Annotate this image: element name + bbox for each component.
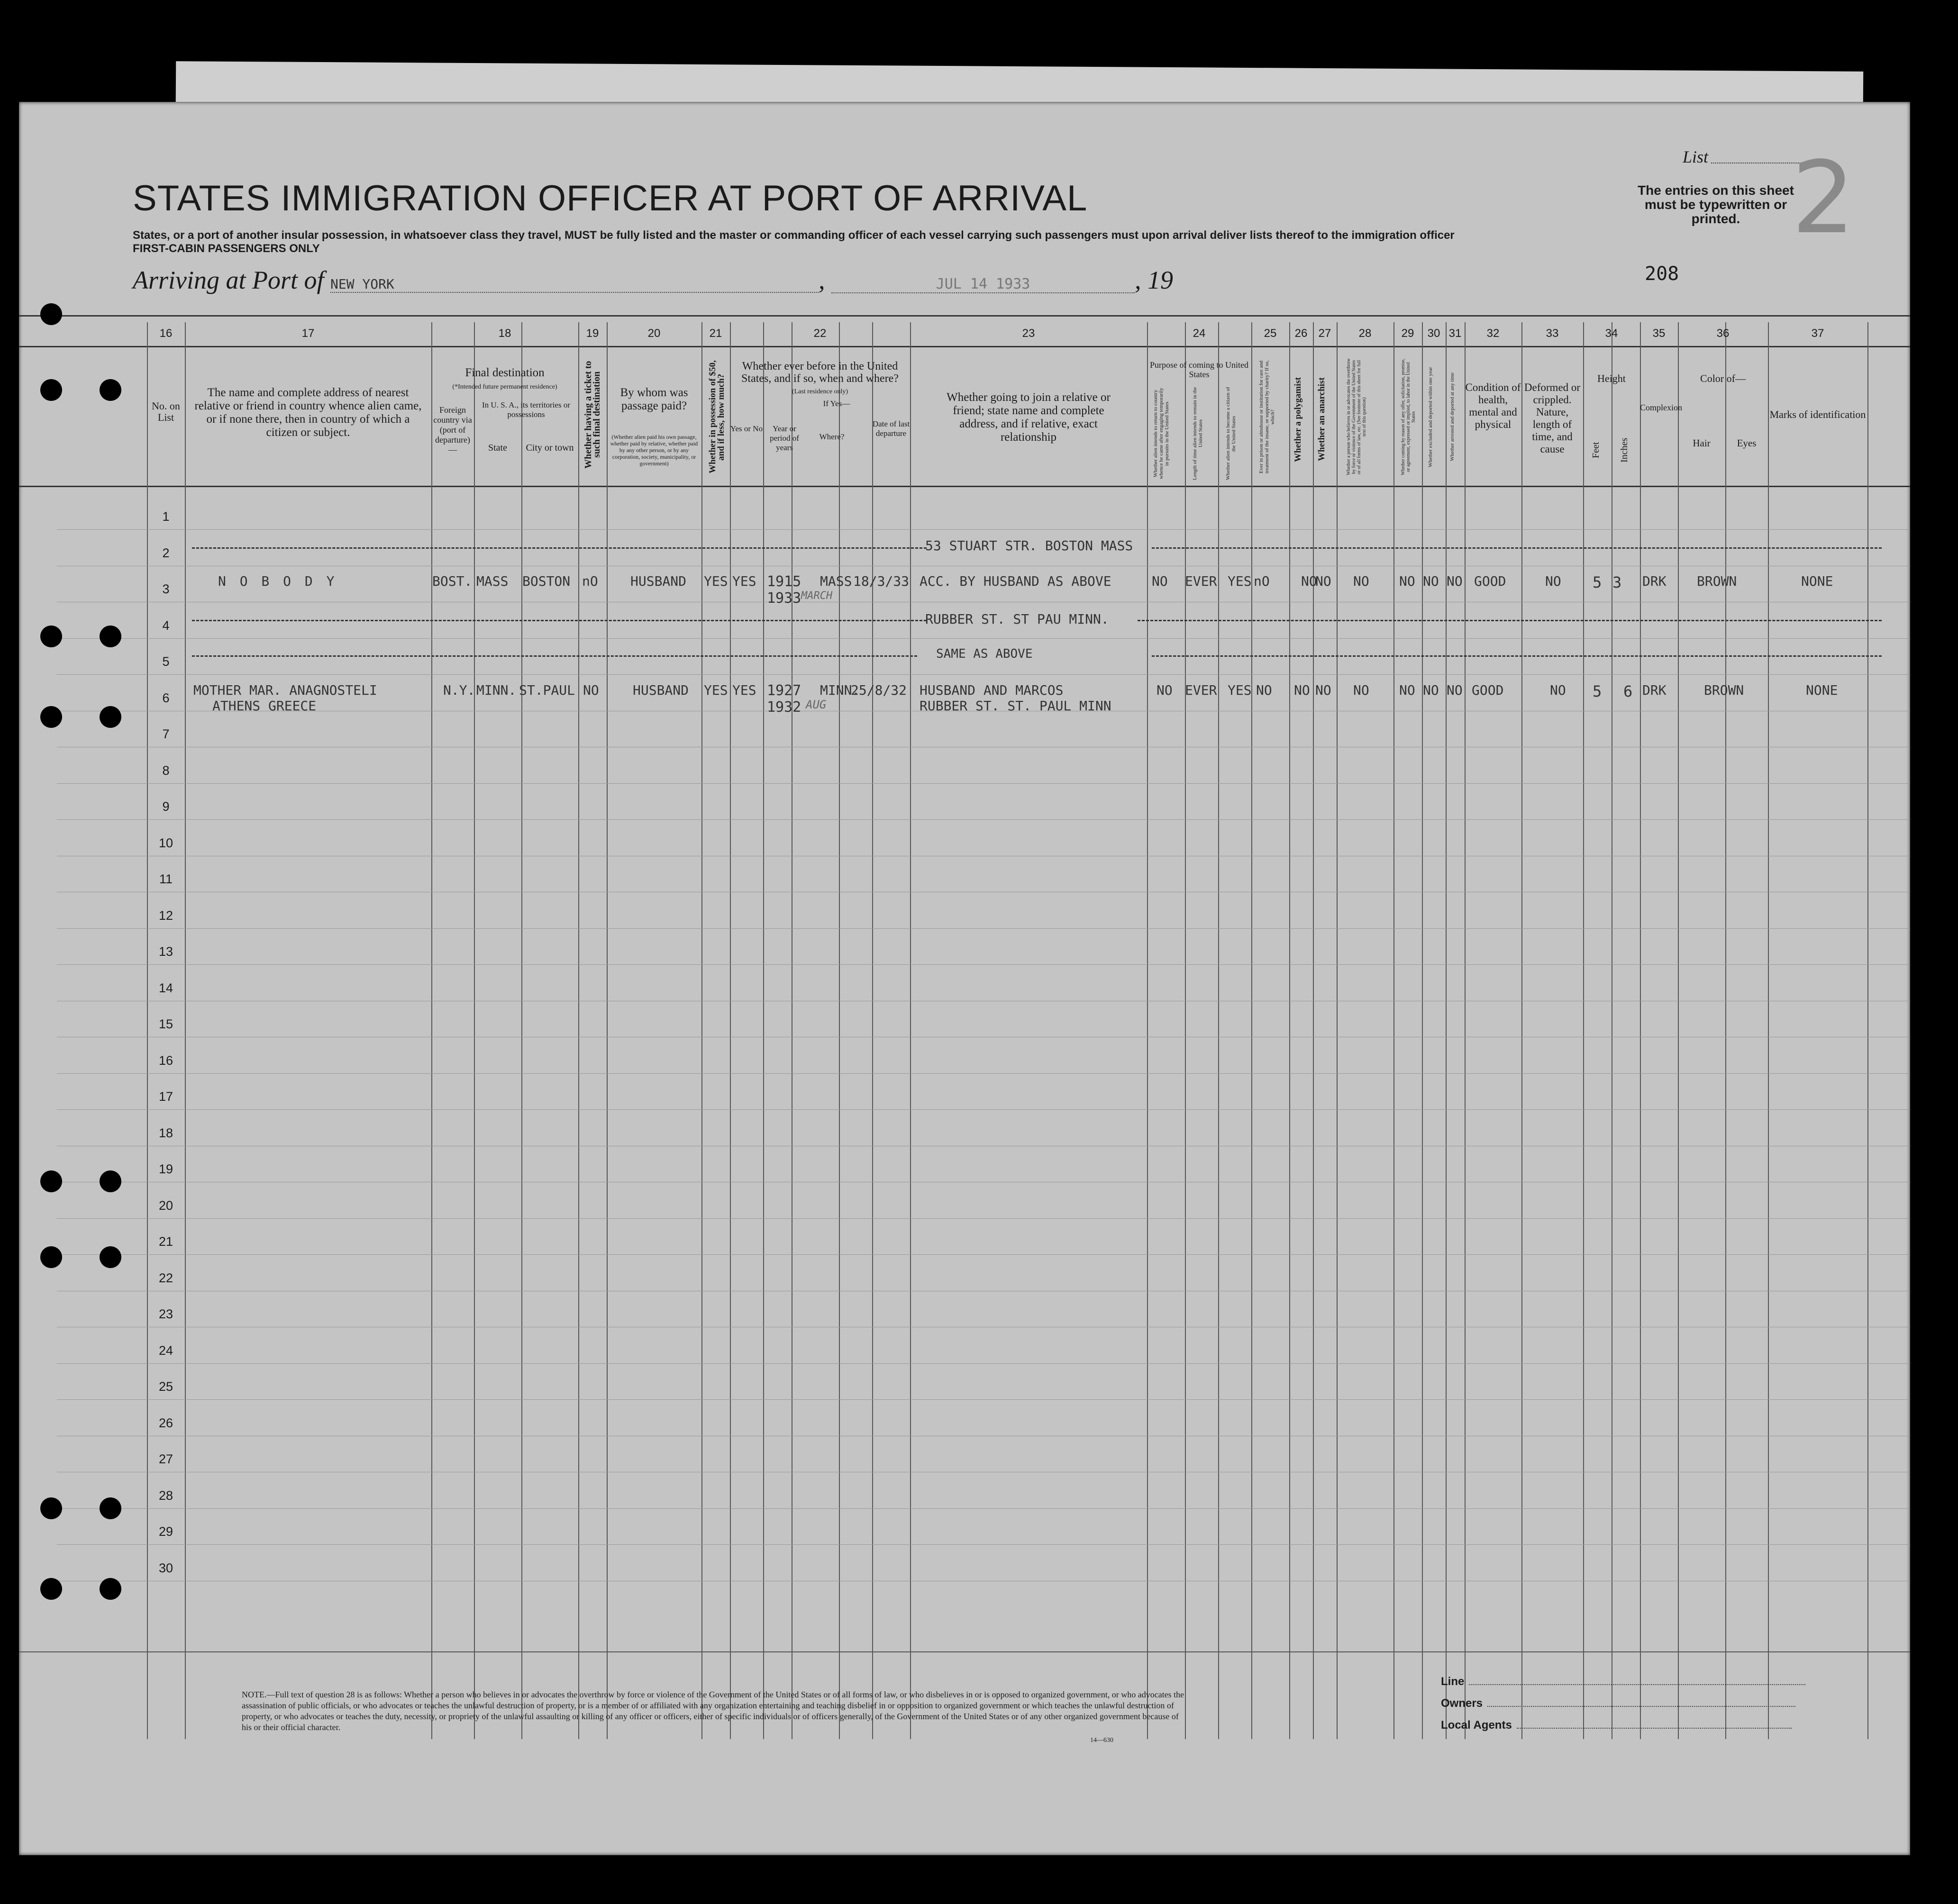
col-number-23: 23: [1022, 327, 1035, 340]
row5-q30: NO: [1423, 682, 1439, 698]
row5-join: HUSBAND AND MARCOS: [920, 682, 1064, 698]
row-line: [57, 819, 1910, 820]
row-number: 9: [162, 799, 170, 814]
col-number-34: 34: [1605, 327, 1618, 340]
header-date-departure: Date of last departure: [872, 419, 910, 438]
col-divider: [1446, 322, 1447, 1739]
row-number: 24: [158, 1343, 173, 1358]
row-number: 4: [162, 618, 170, 633]
col-divider: [1768, 322, 1769, 1739]
footnote-question-28: NOTE.—Full text of question 28 is as follows: Whether a person who believes in or advocates the overthrow by force or violence of the Government of the United States or of all forms of law, or who disbelieves in or is opposed to organized government, or who advocates the assassination of public officials, or who advocates or teaches the unlawful destruction of property, or is a member of or affiliated with any organization entertaining and teaching disbelief in or opposition to organized government or which teaches the unlawful destruction of property, or who advocates or teaches the duty, necessity, or propriety of the unlawful assaulting or killing of any officer or officers, either of specific individuals or of officers generally, of the Government of the United States or of any other organized government because of his or their official character.: [242, 1690, 1184, 1732]
header-final-destination: Final destination: [465, 366, 545, 379]
col-divider: [1465, 322, 1466, 1739]
row2-where: MASS: [820, 573, 852, 589]
row-number: 22: [158, 1270, 173, 1285]
header-foreign-country: Foreign country via (port of departure)—: [433, 405, 472, 454]
header-purpose: Purpose of coming to United States: [1150, 360, 1248, 379]
row2-complexion: DRK: [1642, 573, 1667, 589]
header-if-yes: If Yes—: [823, 399, 850, 408]
col-number-24: 24: [1193, 327, 1206, 340]
header-purpose-return: Whether alien intends to return to country whence he came after engaging temporarily in pursuits in the United States: [1153, 388, 1170, 480]
row-line: [57, 638, 1910, 639]
row-number: 13: [158, 944, 173, 959]
row5-relative: MOTHER MAR. ANAGNOSTELI: [193, 682, 377, 698]
row-line: [57, 1399, 1910, 1400]
binder-hole: [100, 1246, 121, 1268]
row-number: 29: [158, 1524, 173, 1539]
owners-row: [1441, 1697, 1805, 1719]
row2-pencil-note: MARCH: [801, 590, 833, 602]
binder-hole: [40, 1497, 62, 1519]
binder-hole: [100, 1578, 121, 1600]
row5-prison: NO: [1256, 682, 1272, 698]
row2-prison: nO: [1254, 573, 1270, 589]
row-number: 27: [158, 1452, 173, 1466]
header-passage-paid: By whom was passage paid?: [620, 386, 688, 412]
col-divider: [1313, 322, 1314, 1739]
header-where: Where?: [819, 432, 845, 441]
row-line: [57, 1073, 1910, 1074]
col-divider: [1337, 322, 1338, 1739]
col-divider: [1521, 322, 1522, 1739]
col-number-17: 17: [301, 327, 315, 340]
col-number-20: 20: [647, 327, 661, 340]
row2-paid: HUSBAND: [630, 573, 687, 589]
col-divider: [910, 322, 911, 1739]
row-number: 10: [158, 835, 173, 850]
col-number-30: 30: [1427, 327, 1440, 340]
binder-hole: [100, 1170, 121, 1192]
row2-hair: BROWN: [1697, 573, 1737, 589]
row1-address: 53 STUART STR. BOSTON MASS: [925, 538, 1133, 553]
table-bottom-rule: [19, 1651, 1910, 1652]
col-divider: [1251, 322, 1252, 1739]
col-divider: [701, 322, 702, 1739]
row5-state: MINN.: [476, 682, 517, 698]
binder-hole: [40, 303, 62, 325]
col-number-35: 35: [1652, 327, 1666, 340]
row-number: 23: [158, 1307, 173, 1321]
col-divider: [763, 322, 764, 1739]
row-number: 8: [162, 763, 170, 778]
instructions-line-2: FIRST-CABIN PASSENGERS ONLY: [133, 242, 320, 255]
row5-q29: NO: [1399, 682, 1415, 698]
row-number: 28: [158, 1488, 173, 1503]
row4-address: SAME AS ABOVE: [936, 647, 1033, 661]
row-number: 21: [158, 1234, 173, 1249]
header-hair: Hair: [1693, 437, 1711, 449]
ditto-line: [192, 547, 927, 549]
binder-hole: [40, 1170, 62, 1192]
header-marks: Marks of identification: [1769, 408, 1866, 420]
row-number: 19: [158, 1162, 173, 1176]
col-divider: [474, 322, 475, 1739]
row-line: [57, 1544, 1910, 1545]
header-ticket: Whether having a ticket to such final destination: [583, 361, 602, 469]
binder-hole: [40, 1578, 62, 1600]
header-passage-note: (Whether alien paid his own passage, whether paid by relative, whether paid by any other person, or by any corporation, society, municipality, or government): [610, 434, 698, 467]
row2-q30: NO: [1423, 573, 1439, 589]
row-number: 1: [162, 509, 170, 524]
header-purpose-length: Length of time alien intends to remain in the United States: [1192, 387, 1203, 481]
page-number: 208: [1645, 263, 1679, 285]
row5-q31: NO: [1447, 682, 1463, 698]
row5-ticket: NO: [583, 682, 599, 698]
row-number: 25: [158, 1379, 173, 1394]
row-line: [57, 1254, 1910, 1255]
col-number-31: 31: [1448, 327, 1462, 340]
col-divider: [1289, 322, 1290, 1739]
row-number: 5: [162, 654, 170, 669]
row-line: [57, 1363, 1910, 1364]
binder-hole: [40, 379, 62, 401]
row2-state: MASS: [476, 573, 509, 589]
row2-purpose-length: EVER: [1185, 573, 1217, 589]
header-yes-or-no: Yes or No: [730, 424, 763, 433]
arriving-label: Arriving at Port of: [133, 266, 324, 294]
binder-hole: [100, 706, 121, 728]
row2-relative: N O B O D Y: [218, 573, 337, 589]
row-number: 11: [159, 872, 173, 886]
owners-field: [1487, 1706, 1795, 1707]
row-number: 3: [162, 582, 170, 596]
header-in-usa: In U. S. A., its territories or possessions: [482, 400, 571, 419]
ditto-line: [192, 655, 917, 657]
row5-relative-city: ATHENS GREECE: [212, 698, 317, 714]
row5-feet: 5: [1593, 682, 1602, 700]
col-number-19: 19: [586, 327, 599, 340]
row2-city: BOSTON: [522, 573, 571, 589]
row-line: [57, 928, 1910, 929]
header-complexion: Complexion: [1640, 403, 1682, 412]
instructions-line-1: States, or a port of another insular possession, in whatsoever class they travel, MUST be fully listed and the master or commanding officer of each vessel carrying such passengers must upon arrival deliver lists thereof to the immigration officer: [133, 229, 1455, 242]
ditto-line: [1152, 655, 1882, 657]
row-line: [57, 1218, 1910, 1219]
row2-ticket: nO: [582, 573, 598, 589]
col-number-37: 37: [1811, 327, 1824, 340]
header-purpose-citizen: Whether alien intends to become a citizen of the United States: [1225, 387, 1237, 481]
col-number-16: 16: [159, 327, 173, 340]
col-divider: [1185, 322, 1186, 1739]
row-number: 30: [158, 1560, 173, 1575]
col-divider: [607, 322, 608, 1739]
row-number: 12: [158, 908, 173, 923]
row-line: [57, 1508, 1910, 1509]
row-number: 16: [158, 1053, 173, 1068]
row2-marks: NONE: [1801, 573, 1833, 589]
binder-hole: [100, 1497, 121, 1519]
year-prefix: 19: [1147, 266, 1173, 294]
header-deformed: Deformed or crippled. Nature, length of time, and cause: [1524, 381, 1581, 455]
row-line: [57, 783, 1910, 784]
row5-purpose-return: NO: [1157, 682, 1173, 698]
col-divider: [1583, 322, 1584, 1739]
row2-feet: 5: [1593, 573, 1602, 591]
row2-join: ACC. BY HUSBAND AS ABOVE: [920, 573, 1111, 589]
agents-field: [1517, 1728, 1792, 1729]
header-year-period: Year or period of years: [770, 424, 799, 452]
col-divider: [185, 322, 186, 1739]
row5-foreign: N.Y.: [443, 682, 475, 698]
col-divider: [578, 322, 579, 1739]
col-divider: [730, 322, 731, 1739]
row2-purpose-citizen: YES: [1228, 573, 1252, 589]
col-number-29: 29: [1401, 327, 1414, 340]
col-divider: [1640, 322, 1641, 1739]
row5-complexion: DRK: [1642, 682, 1667, 698]
row2-inches: 3: [1612, 573, 1622, 591]
col-divider: [1393, 322, 1394, 1739]
row2-year2: 1933: [767, 590, 801, 607]
col-divider: [1218, 322, 1219, 1739]
binder-hole: [100, 379, 121, 401]
row-line: [57, 1109, 1910, 1110]
owners-label: Owners: [1441, 1697, 1483, 1710]
row2-fifty: YES: [704, 573, 728, 589]
binder-hole: [40, 706, 62, 728]
row2-anarchist: NO: [1315, 573, 1331, 589]
header-ever-before: Whether ever before in the United States, and if so, when and where?: [741, 360, 899, 385]
row-number: 26: [158, 1415, 173, 1430]
header-top-rule: [19, 315, 1910, 317]
col-number-28: 28: [1358, 327, 1372, 340]
col-divider: [1147, 322, 1148, 1739]
row2-health: GOOD: [1474, 573, 1506, 589]
row2-polygamist: NO: [1301, 573, 1317, 589]
col-number-21: 21: [709, 327, 722, 340]
form-number: 14—630: [1090, 1737, 1113, 1744]
header-q28: Whether a person who believes in or advocates the overthrow by force or violence of the Government of the United States or of all forms of law, etc. (See footnote of this sheet for full text of this question): [1346, 358, 1367, 476]
agents-row: [1441, 1719, 1805, 1741]
row-number: 2: [162, 545, 170, 560]
binder-hole: [100, 626, 121, 647]
header-bottom-rule: [19, 486, 1910, 487]
binder-hole: [40, 1246, 62, 1268]
header-inches: Inches: [1619, 437, 1630, 463]
header-q30: Whether excluded and deported within one year: [1428, 367, 1433, 467]
header-nearest-relative: The name and complete address of nearest relative or friend in country whence alien came, or if none there, then in country of which a citizen or subject.: [194, 386, 422, 439]
port-value: NEW YORK: [330, 276, 819, 293]
header-polygamist: Whether a polygamist: [1293, 377, 1303, 462]
col-number-25: 25: [1264, 327, 1277, 340]
ditto-line: [1152, 547, 1882, 549]
arriving-line: Arriving at Port of NEW YORK , JUL 14 1933 , 19: [133, 266, 1173, 294]
row5-marks: NONE: [1806, 682, 1838, 698]
ditto-line: [1138, 620, 1882, 621]
row3-address: RUBBER ST. ST PAU MINN.: [925, 611, 1109, 627]
row-number: 14: [158, 980, 173, 995]
row5-year: 1927: [767, 682, 801, 699]
header-q29: Whether coming by reason of any offer, solicitation, promise, or agreement, expressed or implied, to labor in the United States: [1401, 358, 1416, 476]
row5-q28: NO: [1353, 682, 1369, 698]
row5-anarchist: NO: [1315, 682, 1331, 698]
row2-deformed: NO: [1545, 573, 1561, 589]
date-stamp: JUL 14 1933: [831, 276, 1135, 293]
page-title: STATES IMMIGRATION OFFICER AT PORT OF ARRIVAL: [133, 178, 1088, 218]
row5-inches: 6: [1623, 682, 1633, 700]
col-number-32: 32: [1486, 327, 1500, 340]
line-field: [1469, 1684, 1805, 1685]
row-number: 15: [158, 1017, 173, 1031]
row2-year: 1915: [767, 573, 801, 590]
row5-city: ST.PAUL: [519, 682, 575, 698]
header-last-residence: (Last residence only): [792, 388, 848, 395]
row5-purpose-length: EVER: [1185, 682, 1217, 698]
col-divider: [521, 322, 522, 1739]
row5-pencil-note: AUG: [806, 698, 827, 711]
row5-join-address: RUBBER ST. ST. PAUL MINN: [920, 698, 1111, 714]
row2-q28: NO: [1353, 573, 1369, 589]
row5-purpose-citizen: YES: [1228, 682, 1252, 698]
local-agents-label: Local Agents: [1441, 1719, 1512, 1732]
typewritten-note: The entries on this sheet must be typewritten or printed.: [1638, 183, 1794, 226]
header-color-of: Color of—: [1700, 372, 1746, 384]
col-number-33: 33: [1546, 327, 1559, 340]
row-line: [57, 674, 1910, 675]
row-number: 6: [162, 690, 170, 705]
header-fifty-dollars: Whether in possession of $50, and if less, how much?: [708, 360, 726, 474]
header-final-destination-note: (*Intended future permanent residence): [452, 383, 557, 390]
pencil-list-number: 2: [1792, 140, 1855, 256]
column-numbers-rule: [19, 346, 1910, 347]
header-health: Condition of health, mental and physical: [1465, 381, 1521, 430]
col-number-26: 26: [1294, 327, 1308, 340]
instructions: [133, 229, 1649, 255]
col-divider: [1867, 322, 1868, 1739]
col-number-18: 18: [498, 327, 511, 340]
row2-q31: NO: [1447, 573, 1463, 589]
header-no-on-list: No. on List: [152, 400, 180, 423]
col-number-36: 36: [1716, 327, 1730, 340]
row-number: 17: [158, 1089, 173, 1104]
col-divider: [872, 322, 873, 1739]
manifest-sheet: [19, 102, 1910, 1855]
row5-where: MINN.: [820, 682, 860, 698]
header-height: Height: [1597, 372, 1626, 384]
row2-purpose-return: NO: [1152, 573, 1168, 589]
row5-polygamist: NO: [1294, 682, 1310, 698]
line-label: Line: [1441, 1675, 1465, 1688]
row5-paid: HUSBAND: [633, 682, 689, 698]
row2-date: 18/3/33: [853, 573, 910, 589]
ditto-line: [192, 620, 927, 621]
col-divider: [1678, 322, 1679, 1739]
col-divider: [839, 322, 840, 1739]
row-line: [57, 529, 1910, 530]
row2-foreign: BOST.: [432, 573, 473, 589]
col-divider: [1725, 322, 1726, 1739]
col-number-22: 22: [813, 327, 827, 340]
col-divider: [431, 322, 432, 1739]
header-join-relative: Whether going to join a relative or friend; state name and complete address, and if relative, exact relationship: [947, 391, 1111, 444]
binder-hole: [40, 626, 62, 647]
row5-year2: 1932: [767, 699, 801, 716]
row-number: 20: [158, 1198, 173, 1213]
list-label: List: [1683, 147, 1709, 166]
row-line: [57, 964, 1910, 965]
header-city: City or town: [526, 443, 574, 453]
signature-block: [1441, 1675, 1805, 1741]
col-divider: [1422, 322, 1423, 1739]
header-anarchist: Whether an anarchist: [1317, 377, 1327, 462]
row-number: 18: [158, 1125, 173, 1140]
line-row: [1441, 1675, 1805, 1697]
header-state: State: [488, 443, 507, 453]
header-q31: Whether arrested and deported at any time: [1449, 372, 1455, 462]
row-number: 7: [162, 727, 170, 741]
row5-fifty: YES: [704, 682, 728, 698]
row2-q29: NO: [1399, 573, 1415, 589]
row5-health: GOOD: [1472, 682, 1504, 698]
row5-deformed: NO: [1550, 682, 1566, 698]
header-eyes: Eyes: [1737, 437, 1757, 449]
row2-ever: YES: [732, 573, 756, 589]
row5-date: 25/8/32: [851, 682, 907, 698]
row5-ever: YES: [732, 682, 756, 698]
header-prison: Ever in prison or almshouse or institution for care and treatment of the insane, or supported by charity? If so, which?: [1258, 360, 1275, 474]
header-feet: Feet: [1591, 442, 1601, 459]
row5-hair: BROWN: [1704, 682, 1744, 698]
col-number-27: 27: [1318, 327, 1331, 340]
